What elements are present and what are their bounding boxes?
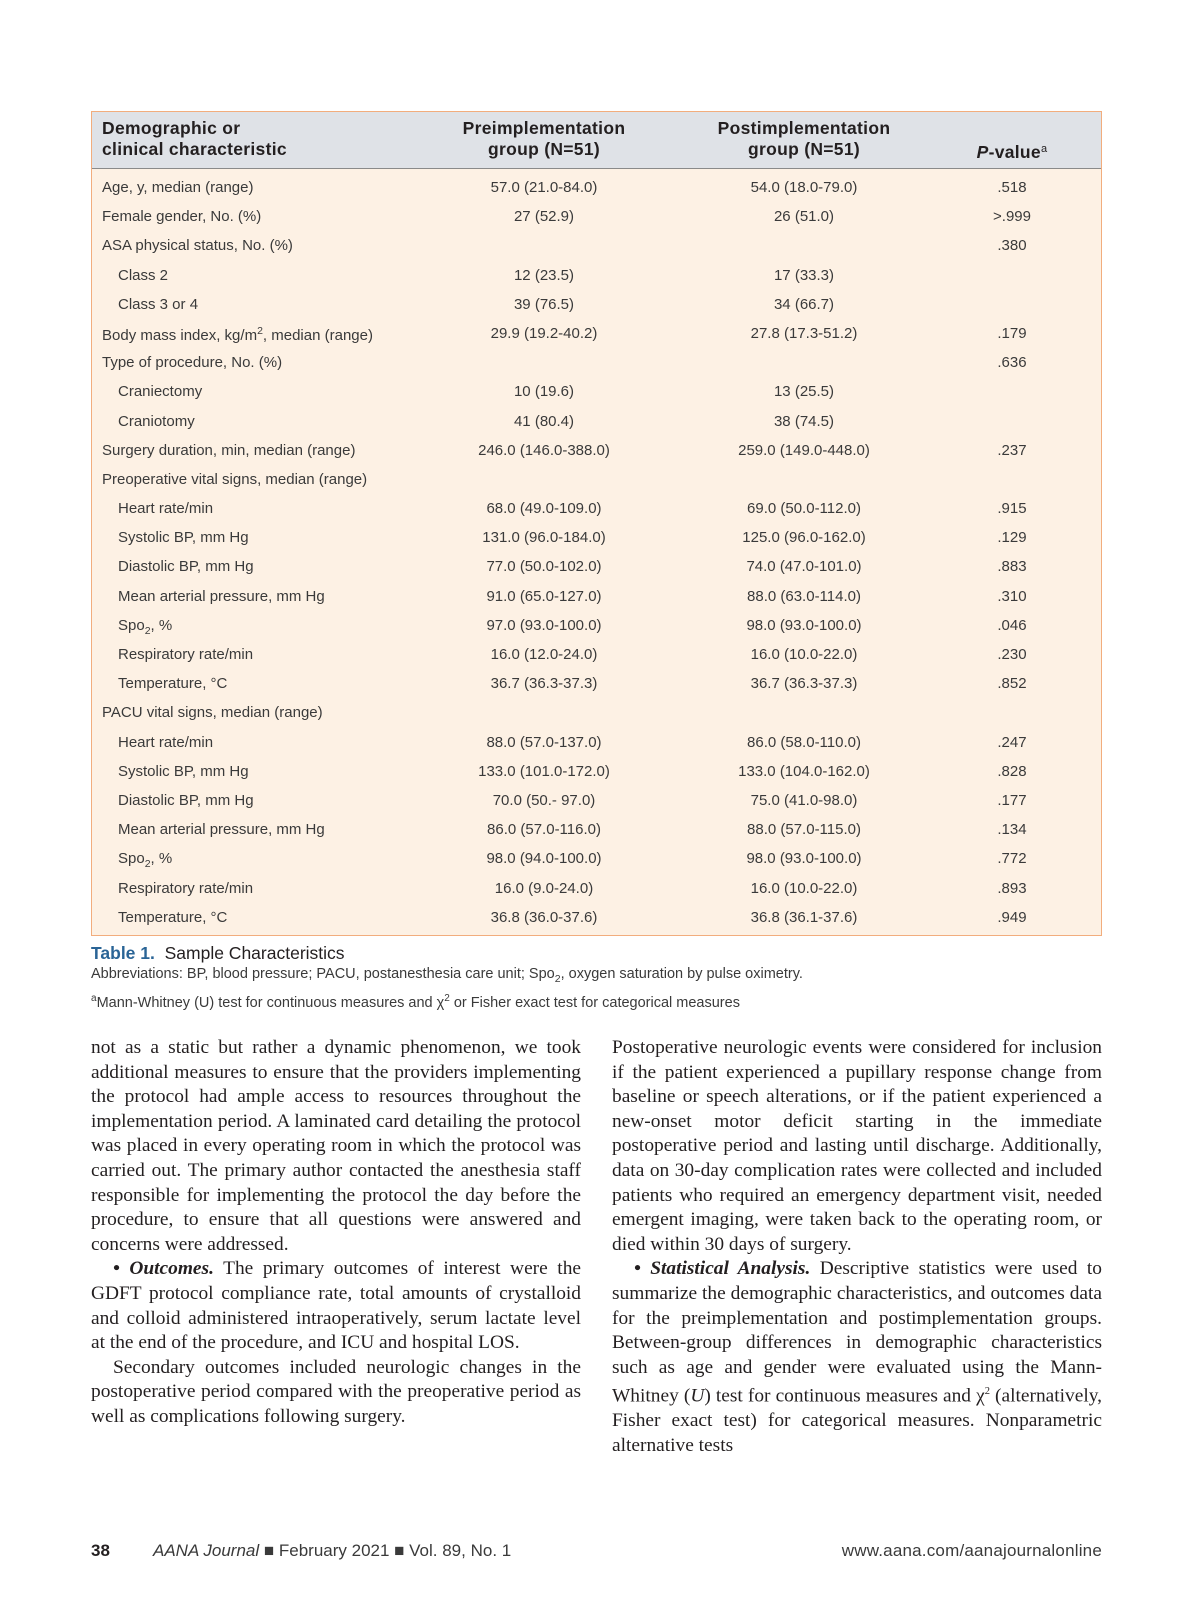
post-value: 74.0 (47.0-101.0) bbox=[746, 558, 862, 576]
post-value: 16.0 (10.0-22.0) bbox=[750, 879, 858, 897]
post-value: 36.7 (36.3-37.3) bbox=[750, 675, 858, 693]
table-header bbox=[92, 112, 1101, 169]
header-p-value: P-value$^a$ bbox=[976, 142, 1048, 162]
caption-title: Table 1. Sample Characteristics bbox=[91, 943, 345, 963]
paragraph-statistical-analysis: • Statistical Analysis. Descriptive statistics were used to summarize the demographic characteristics, and outcomes data for the preimplementation and postimplementation groups. Between-group differences in demographic characteristics such as age and gender were evaluated using the Mann-Whitney (U) test for continuous measures and $\chi^2$ (alternatively, Fisher exact test) for categorical measures. Nonparametric alternative tests bbox=[612, 1258, 1102, 1456]
pre-value: 39 (76.5) bbox=[513, 295, 575, 313]
post-value: 75.0 (41.0-98.0) bbox=[750, 791, 858, 809]
p-value: .380 bbox=[997, 237, 1027, 255]
row-label: Diastolic BP, mm Hg bbox=[118, 791, 254, 809]
post-value: 259.0 (149.0-448.0) bbox=[738, 441, 870, 459]
journal-info: AANA Journal ■ February 2021 ■ Vol. 89, No. 1 bbox=[153, 1541, 512, 1560]
table-row bbox=[92, 232, 1101, 261]
row-label: Heart rate/min bbox=[118, 500, 214, 518]
p-value: .852 bbox=[997, 675, 1027, 693]
row-label: Preoperative vital signs, median (range) bbox=[102, 470, 368, 488]
post-value: 88.0 (57.0-115.0) bbox=[747, 821, 861, 839]
pre-value: 36.8 (36.0-37.6) bbox=[490, 908, 598, 926]
post-value: 98.0 (93.0-100.0) bbox=[746, 850, 862, 868]
table-row bbox=[92, 378, 1101, 407]
row-label: Class 3 or 4 bbox=[118, 295, 199, 313]
pre-value: 36.7 (36.3-37.3) bbox=[490, 675, 598, 693]
p-value: >.999 bbox=[993, 208, 1031, 226]
table-row bbox=[92, 262, 1101, 291]
table-body bbox=[92, 174, 1101, 933]
table-row bbox=[92, 524, 1101, 553]
row-label: Craniectomy bbox=[118, 383, 203, 401]
p-value: .179 bbox=[997, 324, 1027, 342]
row-label: ASA physical status, No. (%) bbox=[102, 237, 293, 255]
pre-value: 86.0 (57.0-116.0) bbox=[487, 821, 601, 839]
caption-footnote: $^a$Mann-Whitney (U) test for continuous measures and $\chi^2$ or Fisher exact test for categorical measures bbox=[91, 992, 740, 1011]
post-value: 88.0 (63.0-114.0) bbox=[747, 587, 861, 605]
p-value: .247 bbox=[997, 733, 1027, 751]
row-label: Age, y, median (range) bbox=[102, 179, 254, 196]
pre-value: 12 (23.5) bbox=[513, 266, 575, 284]
pre-value: 77.0 (50.0-102.0) bbox=[486, 558, 602, 576]
body-column-right bbox=[612, 1036, 1102, 1459]
table-row bbox=[92, 320, 1101, 349]
row-label: Systolic BP, mm Hg bbox=[118, 762, 249, 780]
table-row bbox=[92, 553, 1101, 582]
page-number: 38 bbox=[91, 1541, 110, 1560]
row-label: Systolic BP, mm Hg bbox=[118, 529, 249, 547]
pre-value: 98.0 (94.0-100.0) bbox=[486, 850, 602, 868]
table-row bbox=[92, 583, 1101, 612]
post-value: 26 (51.0) bbox=[773, 208, 835, 226]
row-label: Mean arterial pressure, mm Hg bbox=[118, 821, 325, 839]
row-label: Surgery duration, min, median (range) bbox=[102, 441, 356, 459]
post-value: 16.0 (10.0-22.0) bbox=[750, 646, 858, 663]
p-value: .237 bbox=[997, 441, 1027, 459]
p-value: .518 bbox=[997, 179, 1027, 196]
table-row bbox=[92, 203, 1101, 232]
post-value: 13 (25.5) bbox=[773, 383, 835, 401]
table-row bbox=[92, 437, 1101, 466]
body-column-left bbox=[91, 1036, 581, 1430]
pre-value: 88.0 (57.0-137.0) bbox=[486, 733, 602, 751]
row-label: Spo$_2$, % bbox=[118, 616, 173, 637]
post-value: 34 (66.7) bbox=[773, 295, 835, 313]
pre-value: 10 (19.6) bbox=[513, 383, 575, 401]
row-label: Temperature, °C bbox=[118, 675, 228, 693]
table-row bbox=[92, 670, 1101, 699]
pre-value: 133.0 (101.0-172.0) bbox=[478, 762, 610, 780]
p-value: .883 bbox=[997, 558, 1027, 576]
paragraph: not as a static but rather a dynamic phenomenon, we took additional measures to ensure that the providers implementing the protocol had ample access to resources throughout the implementation period. A laminated card detailing the protocol was placed in every operating room in which the protocol was carried out. The primary author contacted the anesthesia staff responsible for implementing the protocol the day before the procedure, to ensure that all questions were answered and concerns were addressed. bbox=[91, 1037, 581, 1255]
post-value: 17 (33.3) bbox=[773, 266, 835, 284]
table-row bbox=[92, 466, 1101, 495]
pre-value: 70.0 (50.- 97.0) bbox=[492, 791, 596, 809]
pre-value: 97.0 (93.0-100.0) bbox=[486, 616, 602, 634]
header-postimplementation: Postimplementation group (N=51) bbox=[717, 118, 891, 159]
post-value: 69.0 (50.0-112.0) bbox=[747, 500, 861, 518]
caption-abbreviations: Abbreviations: BP, blood pressure; PACU, postanesthesia care unit; Spo$_2$, oxygen saturation by pulse oximetry. bbox=[91, 966, 803, 985]
header-characteristic: Demographic or clinical characteristic bbox=[102, 118, 287, 159]
p-value: .129 bbox=[997, 529, 1027, 547]
row-label: Respiratory rate/min bbox=[118, 879, 254, 897]
row-label: Class 2 bbox=[118, 266, 169, 284]
row-label: Diastolic BP, mm Hg bbox=[118, 558, 254, 576]
table-row bbox=[92, 612, 1101, 641]
post-value: 86.0 (58.0-110.0) bbox=[747, 733, 861, 751]
table-row bbox=[92, 408, 1101, 437]
p-value: .134 bbox=[997, 821, 1027, 839]
row-label: Mean arterial pressure, mm Hg bbox=[118, 587, 325, 605]
paragraph-outcomes: • Outcomes. The primary outcomes of interest were the GDFT protocol compliance rate, total amounts of crystalloid and colloid administered intraoperatively, serum lactate level at the end of the procedure, and ICU and hospital LOS. bbox=[91, 1258, 581, 1354]
row-label: Temperature, °C bbox=[118, 908, 228, 926]
post-value: 54.0 (18.0-79.0) bbox=[750, 179, 858, 196]
table-row bbox=[92, 291, 1101, 320]
table-row bbox=[92, 495, 1101, 524]
table-row bbox=[92, 699, 1101, 728]
pre-value: 41 (80.4) bbox=[513, 412, 575, 430]
pre-value: 131.0 (96.0-184.0) bbox=[482, 529, 606, 547]
pre-value: 16.0 (9.0-24.0) bbox=[494, 879, 594, 897]
pre-value: 29.9 (19.2-40.2) bbox=[490, 324, 598, 342]
table-row bbox=[92, 174, 1101, 203]
paragraph: Postoperative neurologic events were considered for inclusion if the patient experienced a pupillary response change from baseline or speech alterations, or if the patient experienced a new-onset motor deficit starting in the immediate postoperative period and lasting until discharge. Additionally, data on 30-day complication rates were collected and included patients who required an emergency department visit, needed emergent imaging, were taken back to the operating room, or died within 30 days of surgery. bbox=[612, 1037, 1102, 1255]
table-row bbox=[92, 758, 1101, 787]
row-label: Craniotomy bbox=[118, 412, 195, 430]
post-value: 27.8 (17.3-51.2) bbox=[750, 324, 858, 342]
p-value: .915 bbox=[997, 500, 1027, 518]
journal-url[interactable]: www.aana.com/aanajournalonline bbox=[841, 1541, 1102, 1560]
table-row bbox=[92, 641, 1101, 670]
row-label: Body mass index, $kg/m^2$, median (range) bbox=[102, 324, 373, 344]
p-value: .772 bbox=[997, 850, 1027, 868]
p-value: .230 bbox=[997, 646, 1027, 663]
p-value: .177 bbox=[997, 791, 1027, 809]
table-row bbox=[92, 729, 1101, 758]
p-value: .046 bbox=[997, 616, 1027, 634]
row-label: Type of procedure, No. (%) bbox=[102, 354, 283, 372]
p-value: .893 bbox=[997, 879, 1027, 897]
table-caption bbox=[91, 942, 1102, 1013]
row-label: Respiratory rate/min bbox=[118, 646, 254, 663]
paragraph: Secondary outcomes included neurologic changes in the postoperative period compared with the preoperative period as well as complications following surgery. bbox=[91, 1356, 581, 1427]
characteristics-table bbox=[91, 111, 1102, 936]
table-row bbox=[92, 845, 1101, 874]
p-value: .828 bbox=[997, 762, 1027, 780]
pre-value: 16.0 (12.0-24.0) bbox=[490, 646, 598, 663]
pre-value: 27 (52.9) bbox=[513, 208, 575, 226]
pre-value: 57.0 (21.0-84.0) bbox=[490, 179, 598, 196]
table-row bbox=[92, 875, 1101, 904]
row-label: Spo$_2$, % bbox=[118, 850, 173, 871]
row-label: PACU vital signs, median (range) bbox=[102, 704, 323, 722]
post-value: 36.8 (36.1-37.6) bbox=[750, 908, 858, 926]
pre-value: 246.0 (146.0-388.0) bbox=[478, 441, 610, 459]
post-value: 38 (74.5) bbox=[773, 412, 835, 430]
table-row bbox=[92, 816, 1101, 845]
p-value: .636 bbox=[997, 354, 1027, 372]
table-row bbox=[92, 349, 1101, 378]
row-label: Female gender, No. (%) bbox=[102, 208, 262, 226]
p-value: .949 bbox=[997, 908, 1027, 926]
post-value: 133.0 (104.0-162.0) bbox=[738, 762, 870, 780]
pre-value: 91.0 (65.0-127.0) bbox=[486, 587, 602, 605]
row-label: Heart rate/min bbox=[118, 733, 214, 751]
header-preimplementation: Preimplementation group (N=51) bbox=[462, 118, 626, 159]
post-value: 98.0 (93.0-100.0) bbox=[746, 616, 862, 634]
p-value: .310 bbox=[997, 587, 1027, 605]
table-row bbox=[92, 904, 1101, 933]
post-value: 125.0 (96.0-162.0) bbox=[742, 529, 866, 547]
pre-value: 68.0 (49.0-109.0) bbox=[486, 500, 602, 518]
table-row bbox=[92, 787, 1101, 816]
